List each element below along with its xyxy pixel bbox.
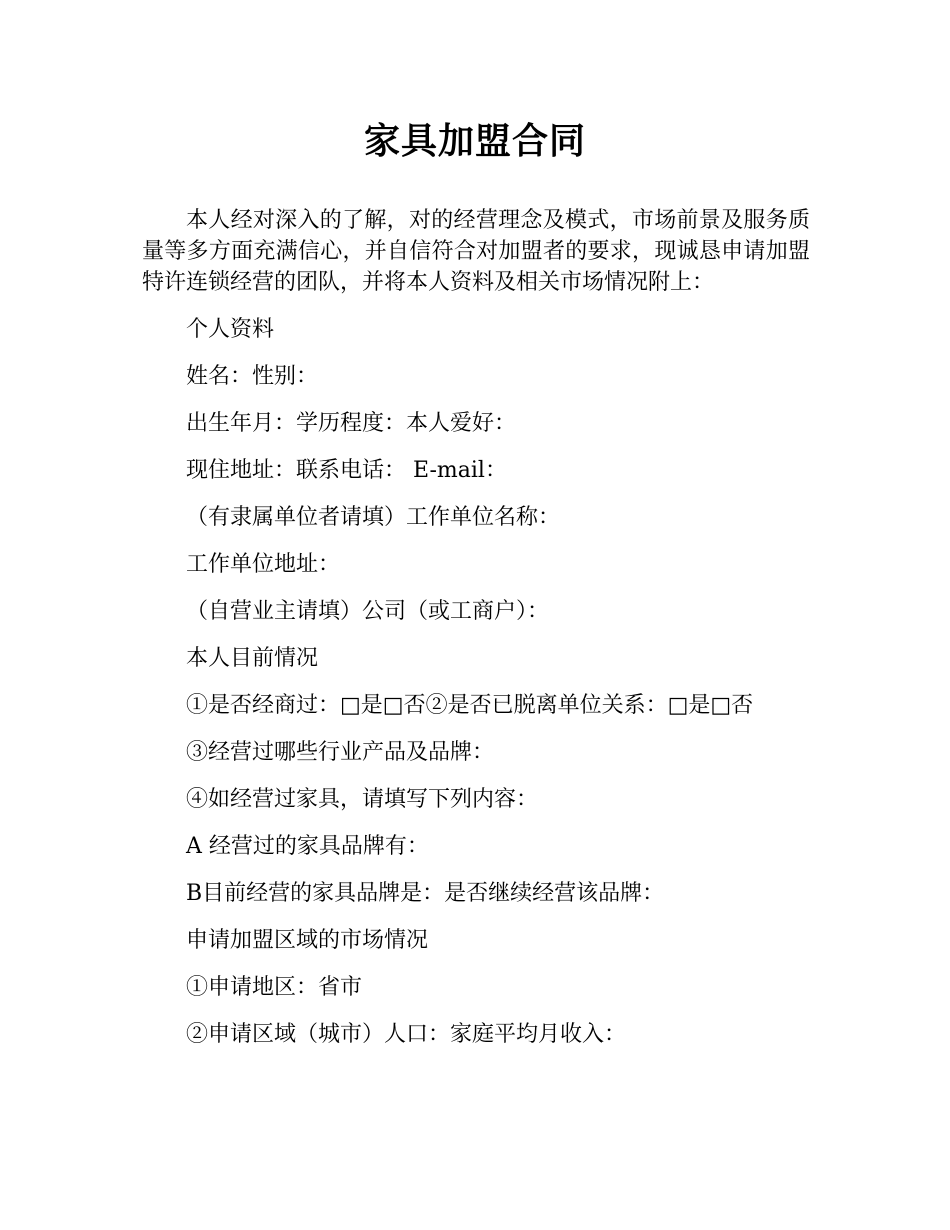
section-heading-market-info: 申请加盟区域的市场情况 [186,928,429,953]
field-business-experience: ①是否经商过：□是□否②是否已脱离单位关系：□是□否 [186,693,754,718]
intro-paragraph: 本人经对深入的了解，对的经营理念及模式，市场前景及服务质量等多方面充满信心，并自信符合对加盟者的要求，现诚恳申请加盟特许连锁经营的团队，并将本人资料及相关市场情况附上： [142,208,810,295]
document-title: 家具加盟合同 [363,121,586,162]
section-heading-personal-info: 个人资料 [186,317,275,342]
section-heading-current-status: 本人目前情况 [186,646,319,671]
field-name-gender: 姓名：性别： [186,364,319,389]
field-company: （自营业主请填）公司（或工商户）： [186,599,550,624]
field-current-furniture-brand: B目前经营的家具品牌是：是否继续经营该品牌： [186,881,665,906]
field-birth-education-hobby: 出生年月：学历程度：本人爱好： [186,411,517,436]
field-industries-brands: ③经营过哪些行业产品及品牌： [186,740,495,765]
field-applied-region: ①申请地区：省市 [186,975,363,1000]
field-address-phone-email: 现住地址：联系电话： E-mail： [186,458,507,483]
field-furniture-experience: ④如经营过家具，请填写下列内容： [186,787,539,812]
field-past-furniture-brands: A 经营过的家具品牌有： [186,834,429,859]
field-population-income: ②申请区域（城市）人口：家庭平均月收入： [186,1022,627,1047]
field-employer-name: （有隶属单位者请填）工作单位名称： [186,505,561,530]
field-employer-address: 工作单位地址： [186,552,341,577]
document-body [142,205,810,1066]
